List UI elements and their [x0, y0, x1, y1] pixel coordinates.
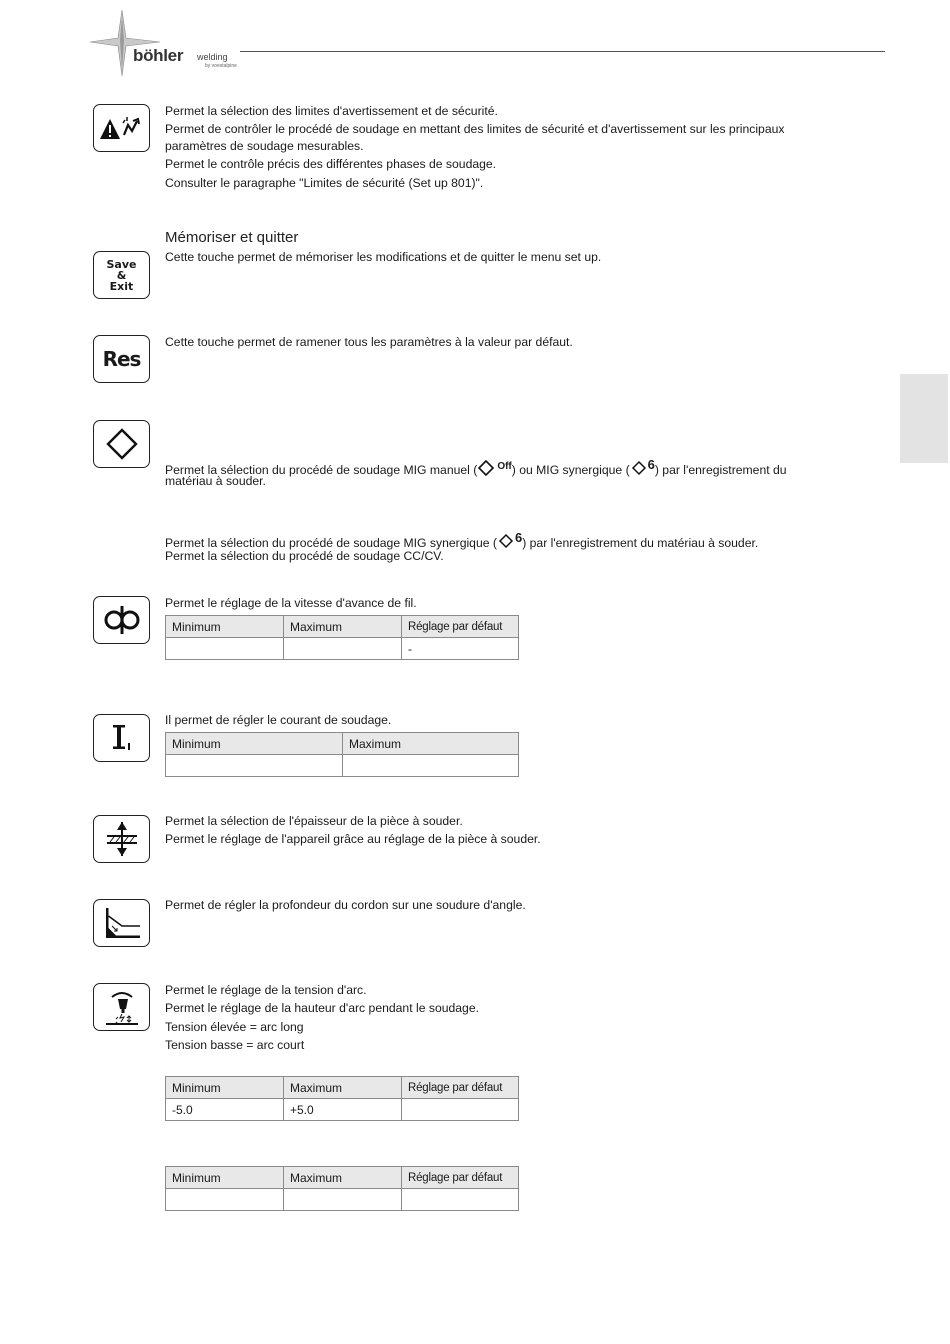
diamond-synergic-icon-2: [497, 532, 515, 555]
process-line-2: matériau à souder.: [165, 474, 266, 488]
table-row: [166, 1189, 519, 1211]
process-line-3-b: ) par l'enregistrement du matériau à souder.: [522, 536, 759, 551]
table-row: [166, 1099, 519, 1121]
process-line-1-a: Permet la sélection du procédé de soudage MIG manuel (: [165, 463, 478, 478]
table-cell: [166, 755, 343, 777]
diamond-synergic-icon: [630, 459, 648, 482]
reset-icon-label: Res: [102, 347, 141, 371]
table-header-cell: Réglage par défaut: [402, 1167, 519, 1189]
arc-line-3: Tension élevée = arc long: [165, 1020, 304, 1034]
brand-sub: welding: [197, 52, 228, 62]
table-header-row: [166, 616, 519, 638]
save-exit-text: Cette touche permet de mémoriser les modifications et de quitter le menu set up.: [165, 250, 602, 264]
table-header-cell: Réglage par défaut: [402, 1077, 519, 1099]
current-text: Il permet de régler le courant de soudage.: [165, 713, 392, 727]
chapter-side-tab: [900, 374, 948, 463]
thickness-line-2: Permet le réglage de l'appareil grâce au réglage de la pièce à souder.: [165, 832, 541, 846]
table-header-row: [166, 1167, 519, 1189]
arc-line-2: Permet le réglage de la hauteur d'arc pendant le soudage.: [165, 1001, 480, 1015]
arc-voltage-table-2: [165, 1166, 519, 1211]
table-header-cell: Maximum: [284, 1167, 402, 1189]
save-exit-icon-label-1: Save: [106, 257, 137, 271]
reset-text: Cette touche permet de ramener tous les paramètres à la valeur par défaut.: [165, 335, 573, 349]
header-divider: [240, 51, 885, 52]
table-cell: [284, 638, 402, 660]
arc-voltage-table-1: [165, 1076, 519, 1121]
brand-name: böhler: [133, 46, 184, 65]
table-cell: [166, 638, 284, 660]
six-label-2: 6: [514, 530, 523, 545]
wire-speed-text: Permet le réglage de la vitesse d'avance de fil.: [165, 596, 417, 610]
brand-sub2: by voestalpine: [205, 63, 237, 69]
thickness-icon: [93, 815, 150, 863]
table-header-cell: Maximum: [284, 616, 402, 638]
table-header-cell: Minimum: [166, 616, 284, 638]
warning-limits-icon: [93, 104, 150, 152]
table-header-row: [166, 1077, 519, 1099]
limits-line-1: Permet la sélection des limites d'avertissement et de sécurité.: [165, 104, 498, 118]
process-line-3-a: Permet la sélection du procédé de soudage MIG synergique (: [165, 536, 497, 551]
table-cell: [343, 755, 519, 777]
current-table: [165, 732, 519, 777]
table-header-cell: Maximum: [284, 1077, 402, 1099]
arc-line-1: Permet le réglage de la tension d'arc.: [165, 983, 367, 997]
save-exit-heading: Mémoriser et quitter: [165, 229, 299, 246]
wire-speed-table: [165, 615, 519, 660]
table-cell: [402, 1099, 519, 1121]
save-exit-icon: [93, 251, 150, 299]
table-header-cell: Minimum: [166, 1167, 284, 1189]
off-label: Off: [497, 461, 512, 472]
table-header-cell: Maximum: [343, 733, 519, 755]
limits-line-3: paramètres de soudage mesurables.: [165, 139, 364, 153]
table-cell: [284, 1189, 402, 1211]
save-exit-icon-label-3: Exit: [109, 279, 134, 293]
table-row: [166, 755, 519, 777]
process-line-1-c: ) par l'enregistrement du: [654, 463, 787, 478]
welding-current-icon: [93, 714, 150, 762]
table-header-cell: Minimum: [166, 733, 343, 755]
process-line-4: Permet la sélection du procédé de soudage CC/CV.: [165, 549, 444, 563]
process-diamond-icon: [93, 420, 150, 468]
table-header-cell: Réglage par défaut: [402, 616, 519, 638]
six-label-1: 6: [647, 457, 655, 472]
table-header-cell: Minimum: [166, 1077, 284, 1099]
fillet-weld-icon: [93, 899, 150, 947]
save-exit-icon-label-2: &: [116, 268, 127, 282]
wire-speed-icon: [93, 596, 150, 644]
table-cell: [402, 1189, 519, 1211]
arc-line-4: Tension basse = arc court: [165, 1038, 305, 1052]
table-cell: +5.0: [284, 1099, 402, 1121]
table-cell: -: [402, 638, 519, 660]
table-header-row: [166, 733, 519, 755]
process-line-1-b: ) ou MIG synergique (: [511, 463, 630, 478]
table-row: [166, 638, 519, 660]
table-cell: -5.0: [166, 1099, 284, 1121]
limits-line-4: Permet le contrôle précis des différentes phases de soudage.: [165, 157, 497, 171]
reset-icon: [93, 335, 150, 383]
fillet-text: Permet de régler la profondeur du cordon sur une soudure d'angle.: [165, 898, 526, 912]
limits-line-2: Permet de contrôler le procédé de soudage en mettant des limites de sécurité et d'avertissement sur les principaux: [165, 122, 785, 136]
limits-line-5: Consulter le paragraphe "Limites de sécurité (Set up 801)".: [165, 176, 484, 190]
table-cell: [166, 1189, 284, 1211]
thickness-line-1: Permet la sélection de l'épaisseur de la pièce à souder.: [165, 814, 463, 828]
arc-voltage-icon: [93, 983, 150, 1031]
diamond-off-icon: [477, 459, 497, 482]
